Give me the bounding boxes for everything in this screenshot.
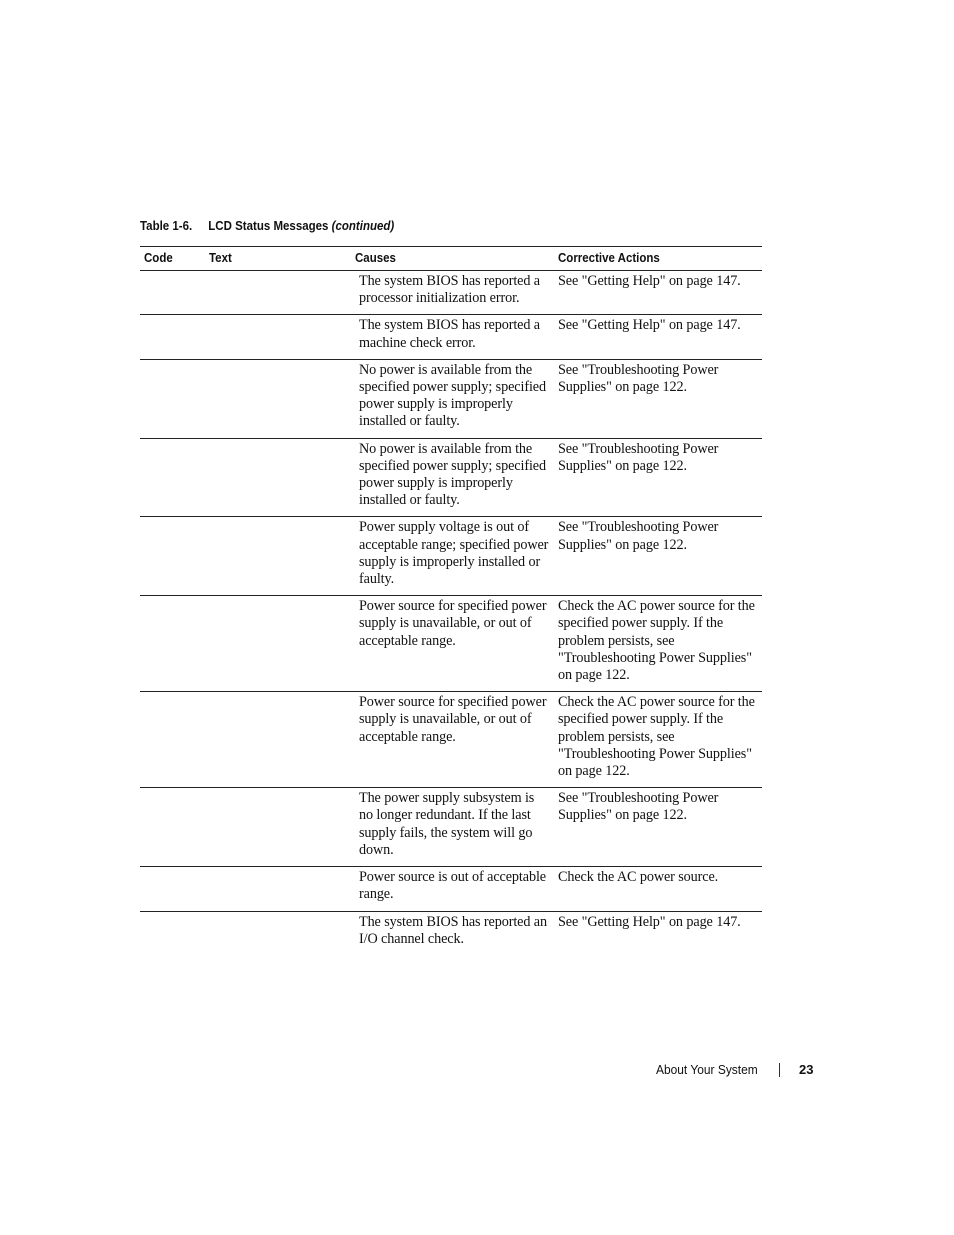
cell-code [140,596,209,692]
column-header-text: Text [209,247,355,271]
cell-text [209,359,355,438]
table-header [140,247,762,271]
cell-corrective-actions: See "Troubleshooting Power Supplies" on page 122. [558,517,762,596]
cell-causes: No power is available from the specified power supply; specified power supply is improperly installed or faulty. [355,438,558,517]
cell-text [209,788,355,867]
cell-corrective-actions: See "Getting Help" on page 147. [558,913,741,930]
cell-text [209,692,355,788]
cell-corrective-actions: Check the AC power source. [558,867,762,911]
table-row [140,692,762,788]
cell-corrective-actions: See "Troubleshooting Power Supplies" on page 122. [558,788,762,867]
cell-causes: Power source for specified power supply is unavailable, or out of acceptable range. [355,692,558,788]
cell-causes: The power supply subsystem is no longer redundant. If the last supply fails, the system will go down. [355,788,558,867]
cell-code [140,271,209,315]
cell-text [209,438,355,517]
cell-code [140,517,209,596]
lcd-status-messages-table [140,246,762,955]
cell-text [209,867,355,911]
table-row [140,596,762,692]
cell-text [209,315,355,359]
cell-corrective-actions: See "Troubleshooting Power Supplies" on page 122. [558,438,762,517]
cell-causes: No power is available from the specified power supply; specified power supply is improperly installed or faulty. [355,359,558,438]
cell-code [140,692,209,788]
footer-divider [779,1063,780,1077]
column-header-code: Code [140,247,209,271]
cell-code [140,315,209,359]
cell-text [209,911,355,955]
table-caption [140,219,394,233]
column-header-causes: Causes [355,247,558,271]
cell-code [140,438,209,517]
footer-section-title: About Your System [656,1062,758,1077]
cell-corrective-actions: Check the AC power source for the specified power supply. If the problem persists, see "Troubleshooting Power Supplies" on page 122. [558,692,762,788]
cell-corrective-actions: See "Getting Help" on page 147. [558,271,762,315]
cell-causes: The system BIOS has reported a processor initialization error. [355,271,558,315]
cell-causes: Power supply voltage is out of acceptable range; specified power supply is improperly installed or faulty. [355,517,558,596]
table-caption-number: Table 1-6. [140,219,193,233]
cell-code [140,911,209,955]
cell-causes: The system BIOS has reported a machine check error. [355,315,558,359]
cell-text [209,596,355,692]
table-row [140,517,762,596]
table-caption-continued: (continued) [331,219,395,233]
table-row [140,359,762,438]
page-footer [0,1061,954,1081]
table-row [140,271,762,315]
table-row [140,788,762,867]
table-row [140,867,762,911]
table-caption-title: LCD Status Messages [208,219,329,233]
cell-causes: Power source is out of acceptable range. [355,867,558,911]
table-row [140,315,762,359]
cell-corrective-actions: See "Getting Help" on page 147. [558,315,762,359]
cell-corrective-actions: Check the AC power source for the specified power supply. If the problem persists, see "Troubleshooting Power Supplies" on page 122. [558,596,762,692]
table-body [140,271,762,955]
table-row [140,911,762,955]
table-row [140,438,762,517]
cell-text [209,271,355,315]
cell-code [140,359,209,438]
cell-causes: The system BIOS has reported an I/O channel check. [359,913,547,947]
column-header-corrective-actions: Corrective Actions [558,247,762,271]
cell-corrective-actions: See "Troubleshooting Power Supplies" on page 122. [558,359,762,438]
cell-code [140,867,209,911]
cell-text [209,517,355,596]
header-row [140,247,762,271]
cell-causes: Power source for specified power supply is unavailable, or out of acceptable range. [355,596,558,692]
cell-code [140,788,209,867]
page-number: 23 [799,1062,814,1077]
